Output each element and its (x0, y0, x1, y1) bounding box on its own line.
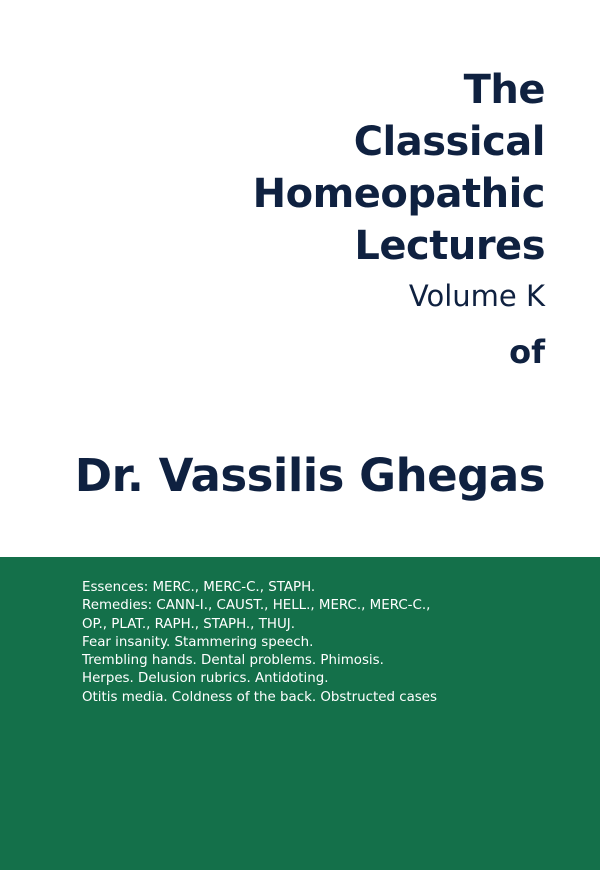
description-text (82, 579, 582, 707)
of-label: of (509, 333, 545, 371)
author-name: Dr. Vassilis Ghegas (74, 449, 545, 502)
description-panel (0, 557, 600, 870)
volume-label: Volume K (408, 279, 545, 313)
title-line-2: Classical (353, 119, 545, 165)
description-line-5: Trembling hands. Dental problems. Phimosis. (82, 653, 384, 669)
title-line-1: The (463, 67, 545, 113)
title-line-4: Lectures (354, 223, 545, 269)
description-line-2: Remedies: CANN-I., CAUST., HELL., MERC., MERC-C., (82, 598, 431, 614)
description-line-4: Fear insanity. Stammering speech. (82, 634, 314, 650)
description-line-3: OP., PLAT., RAPH., STAPH., THUJ. (82, 616, 295, 632)
title-block (253, 64, 545, 374)
description-line-7: Otitis media. Coldness of the back. Obstructed cases (82, 689, 437, 705)
description-line-1: Essences: MERC., MERC-C., STAPH. (82, 580, 316, 595)
title-line-3: Homeopathic (252, 171, 545, 217)
description-line-6: Herpes. Delusion rubrics. Antidoting. (82, 671, 329, 687)
